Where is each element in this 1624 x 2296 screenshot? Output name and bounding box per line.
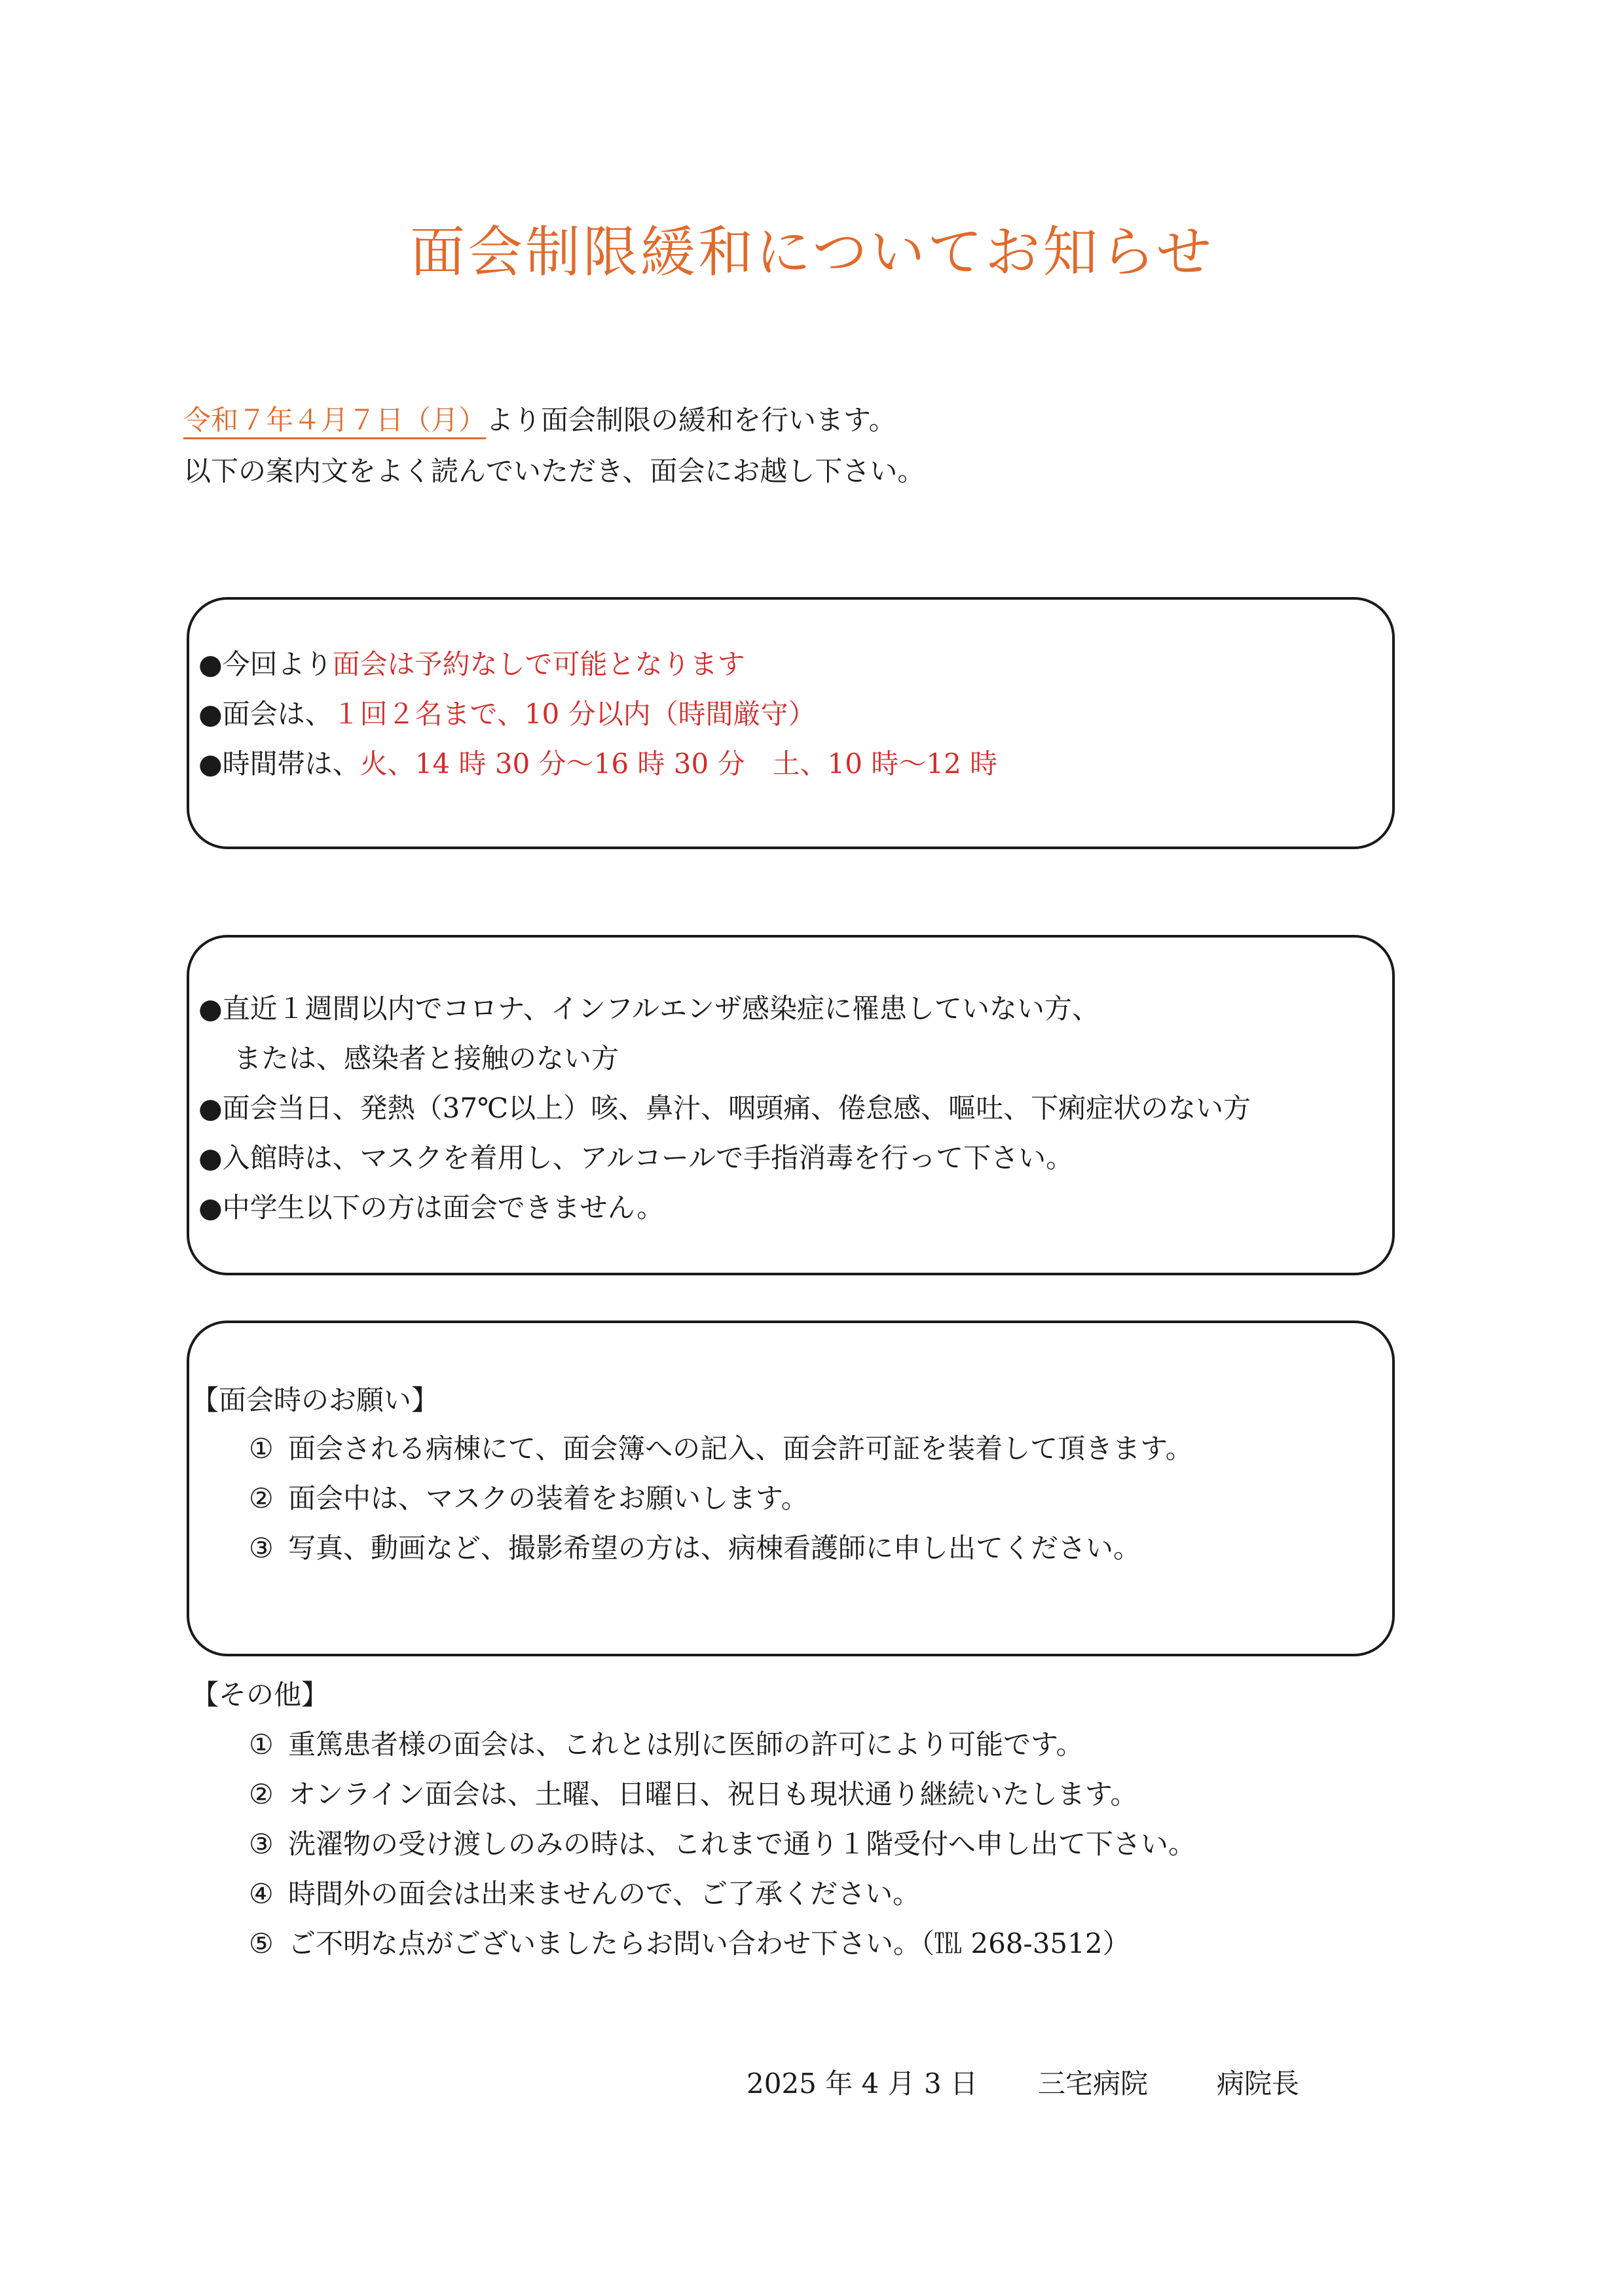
box2-item-4: ●中学生以下の方は面会できません。 [198,1192,665,1224]
number-marker: ④ [249,1878,274,1910]
bullet-icon: ● [198,698,223,730]
other-item: ① 重篤患者様の面会は、これとは別に医師の許可により可能です。 [249,1728,1084,1760]
bullet-icon: ● [198,993,223,1025]
box2-item-1: ●直近１週間以内でコロナ、インフルエンザ感染症に罹患していない方、 [198,993,1100,1025]
box1-item-2: ●面会は、１回２名まで、10 分以内（時間厳守） [198,698,816,730]
bullet-icon: ● [198,1142,223,1174]
effective-date: 令和７年４月７日（月） [183,404,486,439]
signature-role: 病院長 [1217,2068,1300,2100]
signature-hospital: 三宅病院 [1038,2068,1149,2100]
number-marker: ⑤ [249,1927,274,1959]
bullet-icon: ● [198,748,223,780]
number-marker: ③ [249,1532,274,1564]
box1-item-1: ●今回より面会は予約なしで可能となります [198,648,745,680]
visitor-limit-text: １回２名まで、10 分以内（時間厳守） [332,698,816,730]
page-title: 面会制限緩和についてお知らせ [410,220,1214,284]
intro-line-1 [183,397,896,444]
other-heading: 【その他】 [191,1679,329,1711]
box1-item-3: ●時間帯は、火、14 時 30 分～16 時 30 分 土、10 時～12 時 [198,748,998,780]
bullet-icon: ● [198,1192,223,1224]
signature-date: 2025 年 4 月 3 日 [747,2068,978,2100]
number-marker: ① [249,1432,274,1465]
number-marker: ② [249,1778,274,1810]
other-item: ③ 洗濯物の受け渡しのみの時は、これまで通り１階受付へ申し出て下さい。 [249,1828,1196,1860]
box2-item-1-continued: または、感染者と接触のない方 [234,1042,619,1074]
box2-item-2: ●面会当日、発熱（37℃以上）咳、鼻汁、咽頭痛、倦怠感、嘔吐、下痢症状のない方 [198,1092,1251,1124]
visit-requests-heading: 【面会時のお願い】 [191,1384,439,1416]
visit-request-item: ① 面会される病棟にて、面会簿への記入、面会許可証を装着して頂きます。 [249,1432,1193,1465]
box2-item-3: ●入館時は、マスクを着用し、アルコールで手指消毒を行って下さい。 [198,1142,1074,1174]
number-marker: ② [249,1482,274,1514]
other-item: ④ 時間外の面会は出来ませんので、ご了承ください。 [249,1878,921,1910]
bullet-icon: ● [198,1092,223,1124]
visit-request-item: ② 面会中は、マスクの装着をお願いします。 [249,1482,809,1514]
visit-request-item: ③ 写真、動画など、撮影希望の方は、病棟看護師に申し出てください。 [249,1532,1141,1564]
bullet-icon: ● [198,648,223,680]
number-marker: ③ [249,1828,274,1860]
visiting-hours-text: 火、14 時 30 分～16 時 30 分 土、10 時～12 時 [360,748,998,780]
other-item: ⑤ ご不明な点がございましたらお問い合わせ下さい。（℡ 268-3512） [249,1927,1130,1959]
intro-line-1-text: より面会制限の緩和を行います。 [486,404,896,436]
other-item: ② オンライン面会は、土曜、日曜日、祝日も現状通り継続いたします。 [249,1778,1138,1810]
number-marker: ① [249,1728,274,1760]
intro-line-2: 以下の案内文をよく読んでいただき、面会にお越し下さい。 [183,455,925,487]
no-reservation-text: 面会は予約なしで可能となります [332,648,745,680]
